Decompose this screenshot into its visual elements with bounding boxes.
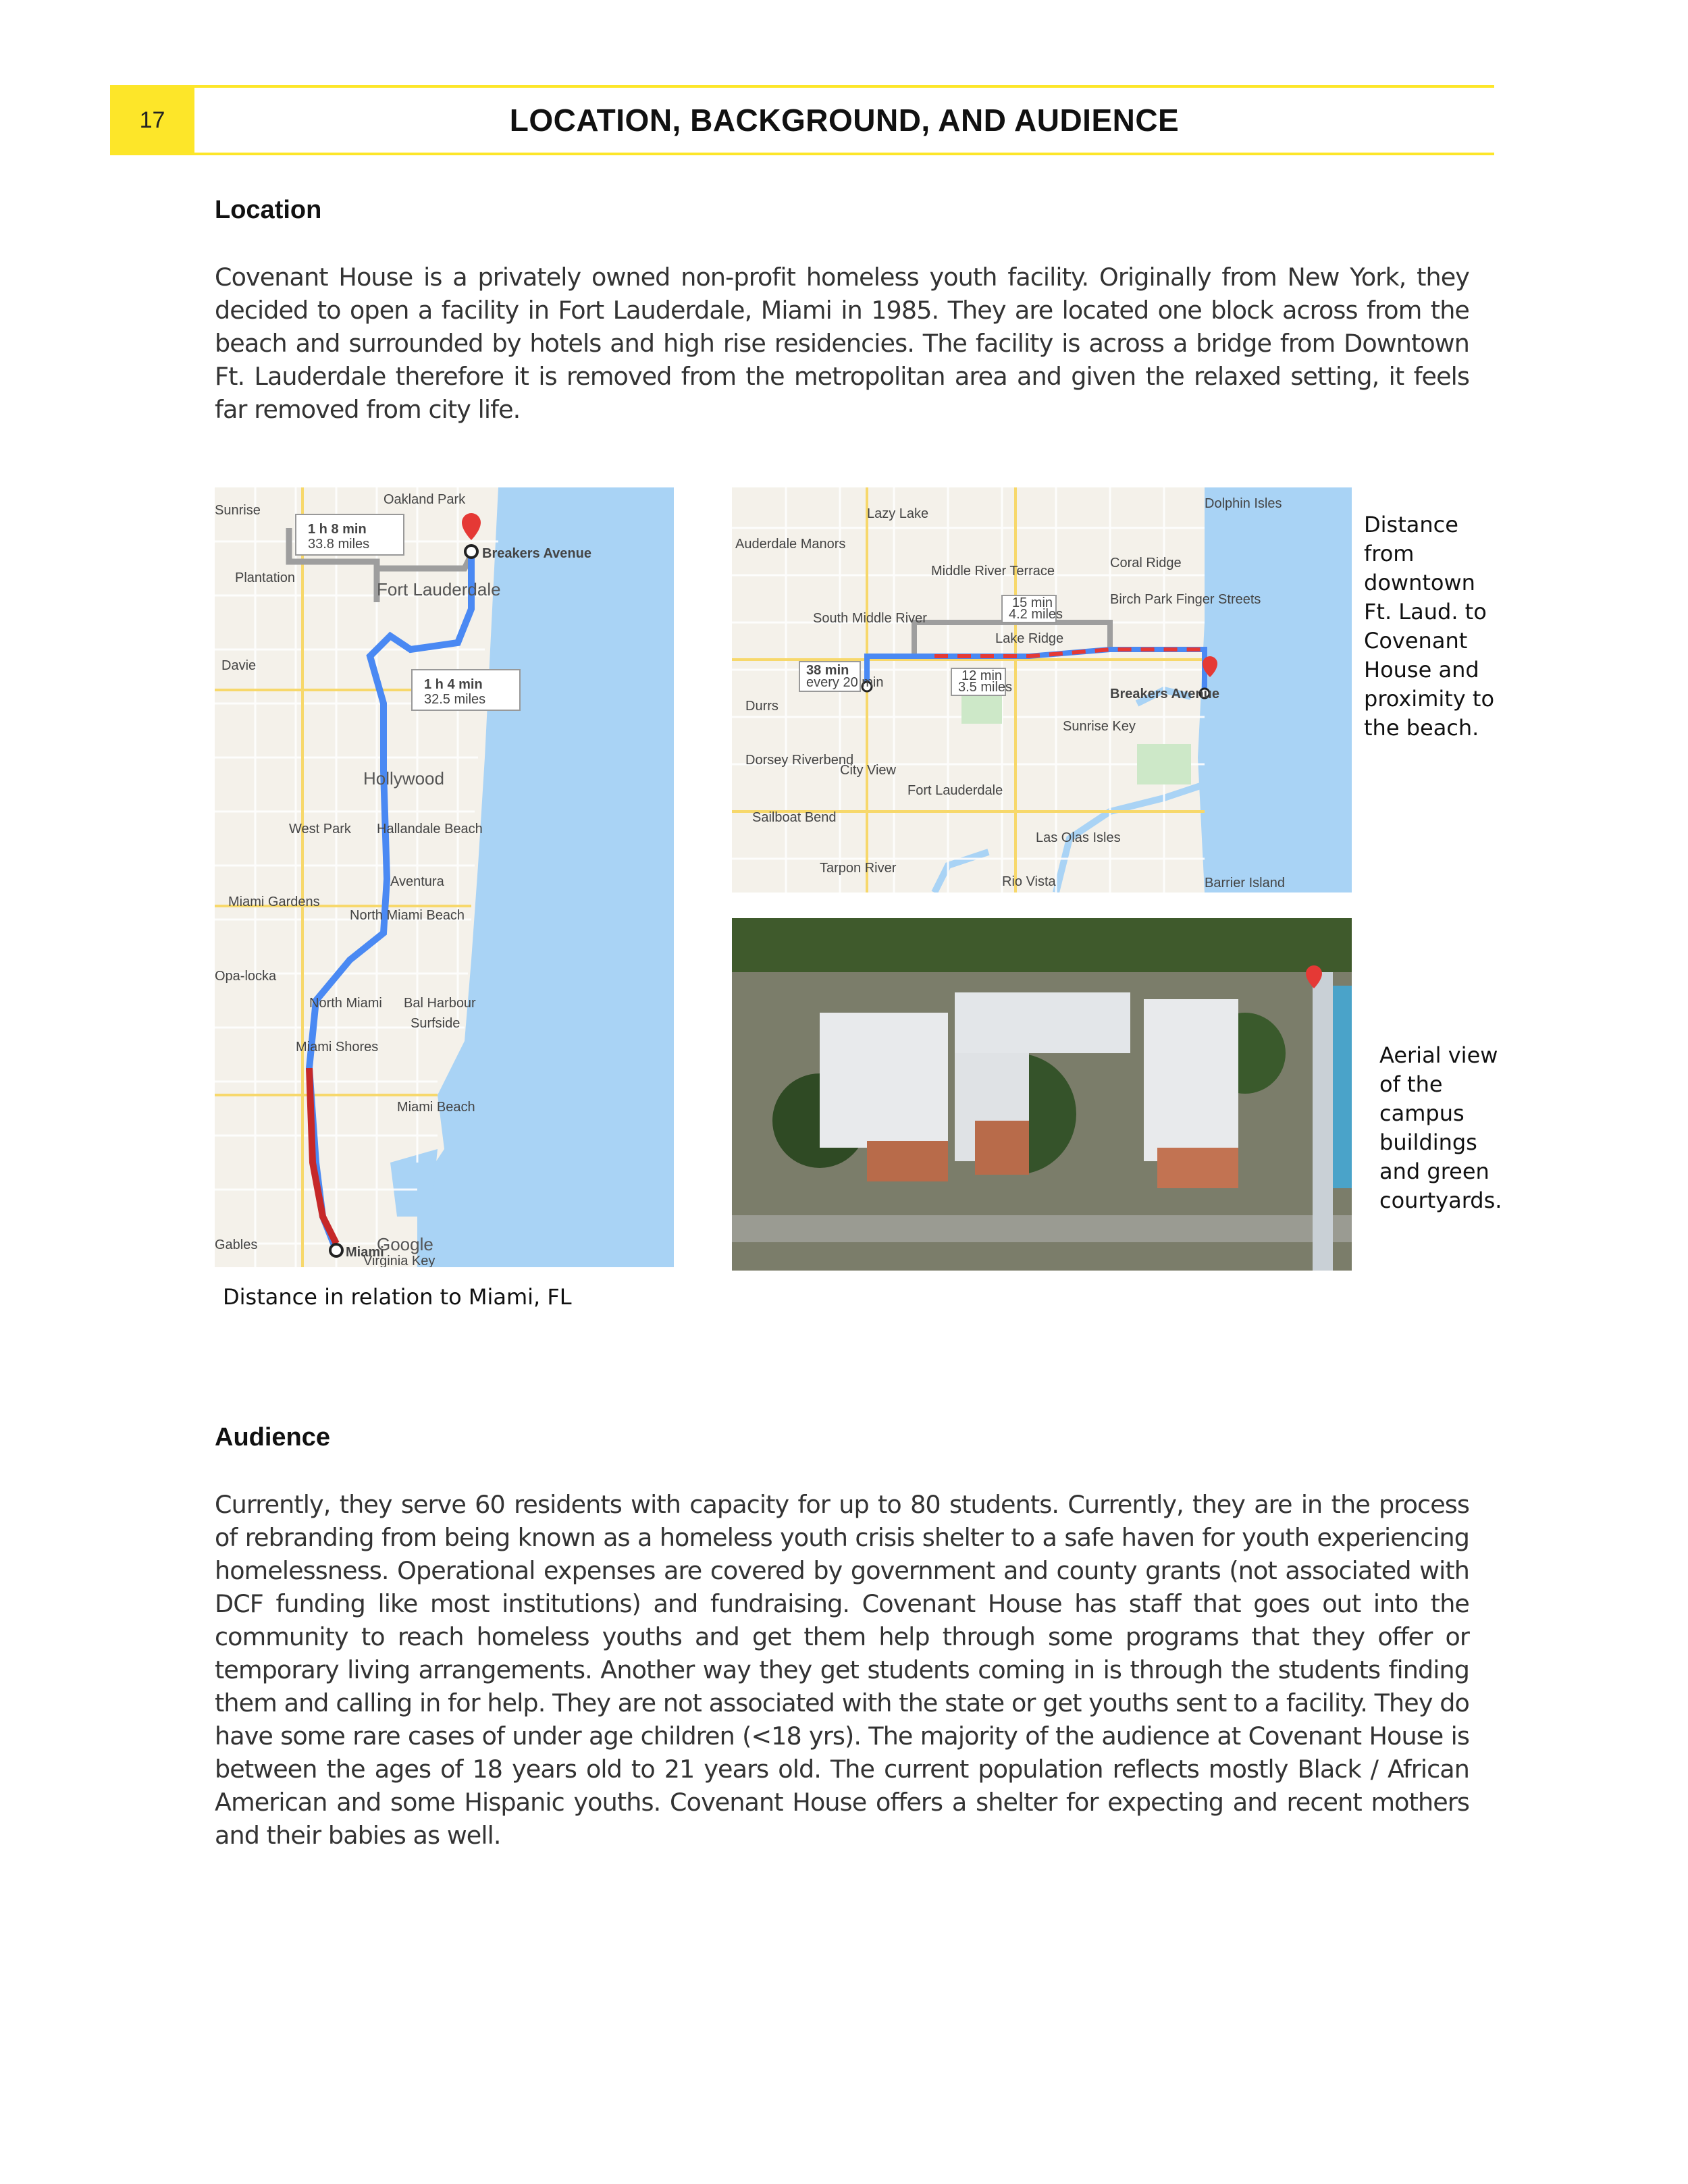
place-label: Sailboat Bend <box>752 810 837 825</box>
place-label: Opa-locka <box>215 969 277 984</box>
place-label: Sunrise <box>215 503 261 518</box>
drive-time: 12 min <box>961 668 1003 683</box>
transit-note: every 20 min <box>806 675 884 690</box>
place-label: Lazy Lake <box>867 506 929 521</box>
downtown-map-caption: Distance from downtown Ft. Laud. to Covenant House and proximity to the beach. <box>1364 512 1495 741</box>
location-body: Covenant House is a privately owned non-profit homeless youth facility. Originally from New York, they decided to open a facility in Fort Lauderdale, Miami in 1985. They are located one block across from the beach and surrounded by hotels and high rise residencies. The facility is across a bridge from Downtown Ft. Lauderdale therefore it is removed from the metropolitan area and given the relaxed setting, it feels far removed from city life. <box>215 263 1469 424</box>
audience-heading: Audience <box>215 1423 331 1451</box>
aerial-photo-svg <box>732 918 1352 1271</box>
alt-distance: 4.2 miles <box>1009 607 1063 622</box>
miami-map-caption: Distance in relation to Miami, FL <box>223 1284 572 1310</box>
drive-distance: 3.5 miles <box>958 680 1013 695</box>
location-heading: Location <box>215 196 322 224</box>
alt-time: 15 min <box>1012 595 1053 610</box>
page-number: 17 <box>139 107 165 133</box>
aerial-photo <box>732 918 1352 1271</box>
place-label: Plantation <box>235 570 295 585</box>
place-label: North Miami <box>309 996 382 1011</box>
destination-label: Breakers Avenue <box>1110 687 1219 701</box>
place-label: Lake Ridge <box>995 631 1064 646</box>
place-label: Rio Vista <box>1002 874 1056 889</box>
place-label: Hallandale Beach <box>377 822 483 836</box>
route2-distance: 32.5 miles <box>424 692 486 707</box>
place-label: Hollywood <box>363 768 444 789</box>
place-label: Birch Park Finger Streets <box>1110 592 1261 607</box>
aerial-photo-caption: Aerial view of the campus buildings and green courtyards. <box>1379 1042 1502 1213</box>
place-label: Gables <box>215 1237 258 1252</box>
place-label: Surfside <box>411 1016 460 1031</box>
place-label: Miami Shores <box>296 1040 379 1055</box>
place-label: City View <box>840 763 896 778</box>
miami-map-svg <box>215 487 674 1267</box>
place-label: Tarpon River <box>820 861 897 876</box>
origin-label: Miami <box>346 1245 384 1260</box>
audience-body: Currently, they serve 60 residents with capacity for up to 80 students. Currently, they are in the process of rebranding from being known as a homeless youth crisis shelter to a safe haven for youth experiencing homelessness. Operational expenses are covered by government and county grants (not associated with DCF funding like most institutions) and fundraising. Covenant House has staff that goes out into the community to reach homeless youths and get them help through some programs that they offer or temporary living arrangements. Another way they get students coming in is through the students finding them and calling in for help. They are not associated with the state or get youths sent to a facility. They do have some rare cases of under age children (<18 yrs). The majority of the audience at Covenant House is between the ages of 18 years old to 21 years old. The current population reflects mostly Black / African American and some Hispanic youths. Covenant House offers a shelter for expecting and recent mothers and their babies as well. <box>215 1490 1469 1850</box>
place-label: Aventura <box>390 874 444 889</box>
place-label: Durrs <box>745 699 779 714</box>
place-label: Fort Lauderdale <box>377 579 501 600</box>
place-label: Fort Lauderdale <box>907 783 1003 798</box>
transit-time: 38 min <box>806 663 849 678</box>
place-label: North Miami Beach <box>350 908 465 923</box>
place-label: Auderdale Manors <box>735 537 846 552</box>
place-label: Barrier Island <box>1205 876 1285 890</box>
place-label: Sunrise Key <box>1063 719 1136 734</box>
place-label: Miami Beach <box>397 1100 475 1115</box>
place-label: Las Olas Isles <box>1036 830 1121 845</box>
miami-route-map <box>215 487 674 1267</box>
place-label: Dorsey Riverbend <box>745 753 854 768</box>
place-label: Miami Gardens <box>228 895 320 909</box>
place-label: Middle River Terrace <box>931 564 1055 579</box>
google-logo: Google <box>377 1234 433 1254</box>
downtown-route-map <box>732 487 1352 893</box>
place-label: Oakland Park <box>384 492 466 507</box>
route2-time: 1 h 4 min <box>424 677 483 692</box>
place-label: Bal Harbour <box>404 996 476 1011</box>
place-label: Coral Ridge <box>1110 556 1182 570</box>
destination-label: Breakers Avenue <box>482 546 591 561</box>
downtown-map-svg <box>732 487 1352 893</box>
place-label: West Park <box>289 822 351 836</box>
page-title: LOCATION, BACKGROUND, AND AUDIENCE <box>509 103 1180 138</box>
route1-time: 1 h 8 min <box>308 522 367 537</box>
place-label: Dolphin Isles <box>1205 496 1282 511</box>
place-label: Virginia Key <box>363 1254 436 1267</box>
place-label: Davie <box>221 658 257 673</box>
route1-distance: 33.8 miles <box>308 537 370 552</box>
place-label: South Middle River <box>813 611 927 626</box>
